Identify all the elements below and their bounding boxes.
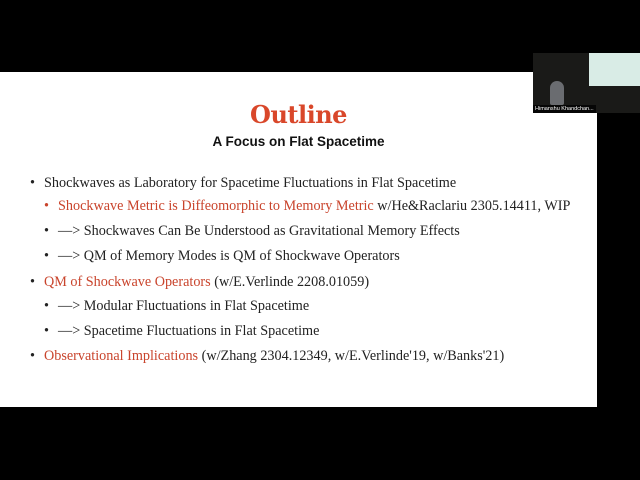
item-text: w/He&Raclariu 2305.14411, WIP [373,198,571,214]
item-text: —> QM of Memory Modes is QM of Shockwave Operators [58,248,400,264]
bullet-icon: • [30,348,35,364]
bullet-item [30,274,369,291]
bullet-icon: • [44,198,49,214]
bullet-item [30,175,456,192]
bullet-icon: • [44,248,49,264]
bullet-item [44,198,570,215]
bullet-item [30,348,504,365]
item-text: —> Shockwaves Can Be Understood as Gravitational Memory Effects [58,223,460,239]
item-text: —> Modular Fluctuations in Flat Spacetime [58,298,310,314]
slide-title: Outline [250,100,347,129]
projector-screen [589,53,640,86]
bullet-icon: • [30,175,35,191]
webcam-overlay[interactable] [533,53,640,113]
item-text: (w/E.Verlinde 2208.01059) [210,274,370,290]
slide-subtitle: A Focus on Flat Spacetime [212,134,385,149]
bullet-icon: • [30,274,35,290]
highlighted-text: Observational Implications [44,348,199,364]
bullet-item [44,323,319,340]
highlighted-text: QM of Shockwave Operators [44,274,211,290]
bullet-item [44,298,309,315]
bullet-item [44,248,400,265]
highlighted-text: Shockwave Metric is Diffeomorphic to Memory Metric [58,198,374,214]
item-text: Shockwaves as Laboratory for Spacetime Fluctuations in Flat Spacetime [44,175,457,191]
item-text: (w/Zhang 2304.12349, w/E.Verlinde'19, w/Banks'21) [198,348,505,364]
bullet-item [44,223,460,240]
participant-name: Himanshu Khandchan... [535,106,594,112]
speaker-figure [550,81,564,105]
bullet-icon: • [44,298,49,314]
bullet-icon: • [44,323,49,339]
item-text: —> Spacetime Fluctuations in Flat Spacetime [58,323,320,339]
presentation-slide [0,72,597,407]
bullet-icon: • [44,223,49,239]
